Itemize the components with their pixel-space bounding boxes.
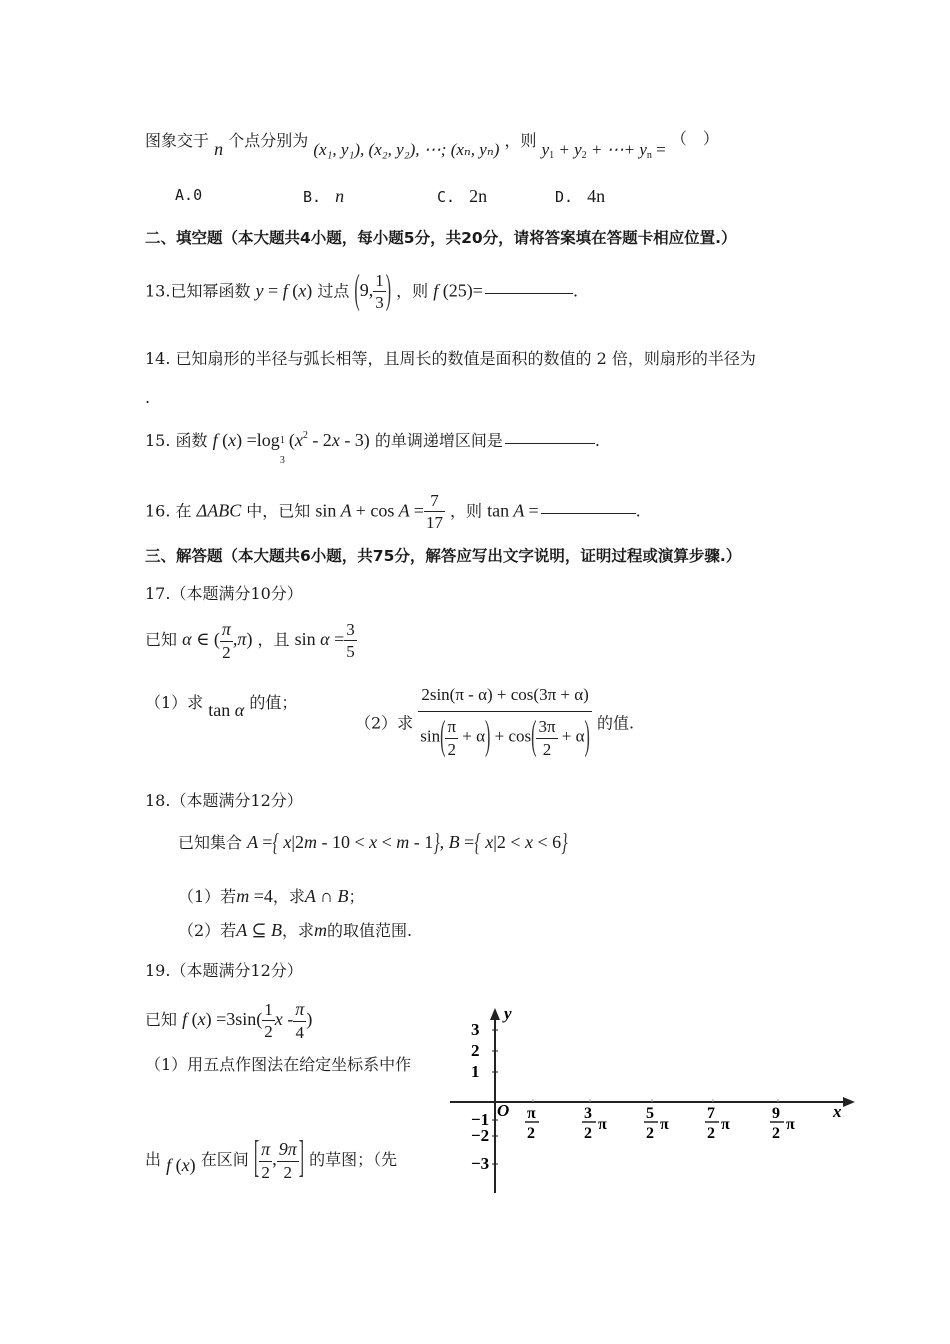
x-axis-arrow — [843, 1097, 855, 1107]
q18-sets: A ={ x|2m - 10 < x < m - 1}, B ={ x|2 < x < 6} — [247, 829, 568, 857]
x-tick-denominator: 2 — [772, 1125, 780, 1142]
q12-text-c: ，则 — [504, 131, 537, 150]
y-axis-label: y — [504, 1005, 512, 1023]
q16-tan: tan A = — [487, 500, 539, 521]
q12-text-b: 个点分别为 — [228, 131, 309, 150]
q18-given: 已知集合 — [178, 833, 243, 852]
q17-part2 — [355, 684, 634, 760]
q17-given: 已知 — [145, 629, 178, 649]
q16-triangle: ΔABC — [196, 500, 242, 521]
q12-option-b: B. n — [303, 186, 345, 206]
x-tick-numerator: π — [527, 1105, 536, 1122]
q19-given-line: 已知 f (x) =3sin( $\frac{1}{2}$ x - $\frac{\pi}{4}$ ) — [145, 999, 313, 1042]
q12-sum: $y_1 + y_2$ + ⋯+ $y_n$ = — [541, 140, 666, 161]
q19-title: 19.（本题满分12分） — [145, 961, 303, 980]
q17-sin: sin α = — [294, 628, 345, 649]
q18-part2: （2）若A ⊆ B，求m的取值范围. — [178, 920, 413, 940]
q12-text-a: 图象交于 — [145, 131, 210, 150]
x-tick-pi: π — [721, 1116, 730, 1133]
q17-and: ，且 — [257, 629, 290, 649]
x-tick-numerator: 3 — [584, 1105, 592, 1122]
coordinate-graph — [445, 1005, 865, 1200]
q16-equation: sin A + cos A = — [315, 500, 424, 521]
x-tick-denominator: 2 — [584, 1125, 592, 1142]
q15-func: f (x) =log $_{1 3}$ $(x^2 - 2x - 3)$ — [212, 430, 370, 466]
q16-mid: 中，已知 — [246, 501, 311, 521]
section3-heading: 三、解答题（本大题共6小题，共75分，解答应写出文字说明，证明过程或演算步骤.） — [145, 547, 742, 565]
q17-alpha-range: α ∈ ( — [182, 628, 220, 649]
q16-mid2: ，则 — [450, 501, 483, 521]
q16-blank — [541, 512, 636, 514]
q12-line — [145, 128, 719, 161]
q13-func: y = f (x) — [255, 280, 313, 301]
q15-prefix: 15. 函数 — [145, 431, 208, 450]
x-ticks — [525, 1099, 795, 1142]
q16-frac: $\frac{7}{17}$ — [425, 491, 443, 533]
q12-option-a: A.0 — [175, 186, 203, 204]
q19-part1-cont: 出 f (x) 在区间 [ $\frac{\pi}{2}$ , $\frac{9\pi}{2}$ ] 的草图；（先 — [145, 1135, 398, 1183]
q12-option-c: C. 2n — [437, 186, 488, 206]
q12-paren: （ ） — [670, 129, 719, 148]
q18-part1: （1）若m =4，求A ∩ B； — [178, 886, 365, 906]
q15-line: 15. 函数 f (x) =log $_{1 3}$ $(x^2 - 2x - 3)$ 的单调递增区间是 . — [145, 430, 601, 466]
origin-label: O — [497, 1101, 510, 1120]
q13-line: 13.已知幂函数 y = f (x) 过点 (9, $\frac{1}{3}$ ) ，则 f (25)= . — [145, 268, 579, 313]
q17-tan-alpha: tan α — [208, 700, 245, 720]
q16-line: 16. 在 ΔABC 中，已知 sin A + cos A = $\frac{7}{17}$ ，则 tan A = . — [145, 491, 641, 533]
x-tick-denominator: 2 — [527, 1125, 535, 1142]
y-axis-arrow — [490, 1008, 500, 1020]
q12-points: (x₁, y₁), (x₂, y₂), ⋯; (xₙ, yₙ) — [313, 140, 500, 159]
x-tick-pi: π — [660, 1116, 669, 1133]
y-tick-label: −2 — [471, 1126, 490, 1145]
q14-cont: . — [145, 388, 151, 407]
y-tick-label: 2 — [471, 1041, 480, 1060]
q15-after: 的单调递增区间是 — [374, 431, 503, 450]
y-ticks — [471, 1020, 498, 1173]
q15-blank — [505, 442, 595, 444]
x-tick-denominator: 2 — [646, 1125, 654, 1142]
y-tick-label: −1 — [471, 1110, 490, 1129]
q19-given: 已知 — [145, 1009, 178, 1029]
x-tick-pi: π — [786, 1116, 795, 1133]
q16-prefix: 16. 在 — [145, 501, 192, 521]
q14-text: 14. 已知扇形的半径与弧长相等，且周长的数值是面积的数值的 2 倍，则扇形的半径为 — [145, 349, 756, 368]
q12-n: n — [214, 139, 224, 159]
q18-title: 18.（本题满分12分） — [145, 791, 303, 810]
y-tick-label: −3 — [471, 1154, 490, 1173]
y-tick-label: 1 — [471, 1062, 480, 1081]
q17-big-frac: 2sin(π - α) + cos(3π + α) sin( $\frac{\pi}{2}$ + α) + cos( $\frac{3\pi}{2}$ + α) — [420, 685, 590, 759]
x-axis-label: x — [833, 1102, 842, 1121]
x-tick-numerator: 9 — [772, 1105, 780, 1122]
q13-point: (9, $\frac{1}{3}$ ) — [354, 268, 392, 313]
q19-part1: （1）用五点作图法在给定坐标系中作 — [145, 1055, 412, 1074]
q13-prefix: 13.已知幂函数 — [145, 281, 251, 301]
q18-given-line — [178, 829, 568, 857]
q17-part2-b: 的值. — [596, 713, 635, 733]
q17-part2-a: （2）求 — [355, 713, 414, 733]
section2-heading: 二、填空题（本大题共4小题，每小题5分，共20分，请将答案填在答题卡相应位置.） — [145, 229, 737, 247]
q12-option-d: D. 4n — [555, 186, 606, 206]
q19-func: f (x) =3sin( — [182, 1008, 263, 1029]
y-tick-label: 3 — [471, 1020, 480, 1039]
q17-title: 17.（本题满分10分） — [145, 584, 303, 603]
q13-blank — [485, 292, 573, 294]
q13-mid: 过点 — [317, 281, 350, 301]
q17-parts-line — [145, 690, 298, 720]
q17-part1-a: （1）求 — [145, 693, 204, 712]
x-tick-numerator: 7 — [707, 1105, 715, 1122]
x-tick-denominator: 2 — [707, 1125, 715, 1142]
q17-given-line: 已知 α ∈ ( $\frac{\pi}{2}$ ,π) ，且 sin α = $\frac{3}{5}$ — [145, 619, 355, 662]
q17-part1-b: 的值； — [249, 693, 298, 712]
x-tick-numerator: 5 — [646, 1105, 654, 1122]
q13-f25: f (25)= — [433, 280, 483, 301]
x-tick-pi: π — [598, 1116, 607, 1133]
q13-after: ，则 — [396, 281, 429, 301]
